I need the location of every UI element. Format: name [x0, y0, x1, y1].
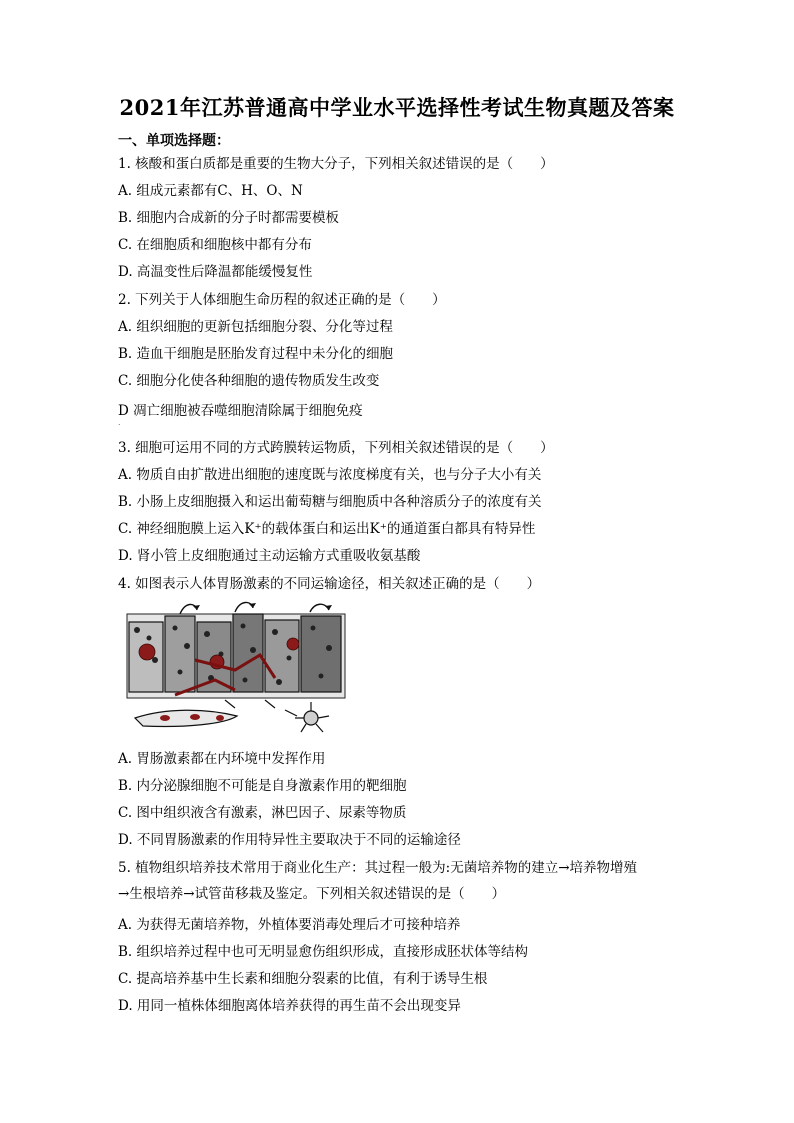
page-title: 2021年江苏普通高中学业水平选择性考试生物真题及答案: [119, 95, 675, 120]
gastrointestinal-hormone-figure: [125, 600, 347, 738]
question-2-stem: 2. 下列关于人体细胞生命历程的叙述正确的是（ ）: [118, 292, 446, 308]
question-2-option-d: D 凋亡细胞被吞噬细胞清除属于细胞免疫: [118, 403, 363, 419]
question-1-option-a: A. 组成元素都有C、H、O、N: [118, 183, 303, 199]
question-4-option-c: C. 图中组织液含有激素，淋巴因子、尿素等物质: [118, 805, 407, 821]
question-5-stem: 5. 植物组织培养技术常用于商业化生产：其过程一般为:无菌培养物的建立→培养物增殖: [118, 860, 638, 876]
question-1-option-b: B. 细胞内合成新的分子时都需要模板: [118, 210, 340, 226]
question-5-option-c: C. 提高培养基中生长素和细胞分裂素的比值，有利于诱导生根: [118, 971, 488, 987]
question-4-option-d: D. 不同胃肠激素的作用特异性主要取决于不同的运输途径: [118, 832, 461, 848]
question-4-option-b: B. 内分泌腺细胞不可能是自身激素作用的靶细胞: [118, 778, 407, 794]
section-heading: 一、单项选择题：: [118, 133, 230, 149]
question-3-option-b: B. 小肠上皮细胞摄入和运出葡萄糖与细胞质中各种溶质分子的浓度有关: [118, 494, 542, 510]
stray-mark: .: [118, 418, 121, 427]
question-4-option-a: A. 胃肠激素都在内环境中发挥作用: [118, 751, 326, 767]
question-2-option-a: A. 组织细胞的更新包括细胞分裂、分化等过程: [118, 319, 393, 335]
question-5-option-b: B. 组织培养过程中也可无明显愈伤组织形成，直接形成胚状体等结构: [118, 944, 529, 960]
question-2-option-c: C. 细胞分化使各种细胞的遗传物质发生改变: [118, 373, 380, 389]
question-1-option-c: C. 在细胞质和细胞核中都有分布: [118, 237, 312, 253]
question-2-option-b: B. 造血干细胞是胚胎发育过程中未分化的细胞: [118, 346, 394, 362]
question-5-option-d: D. 用同一植株体细胞离体培养获得的再生苗不会出现变异: [118, 998, 461, 1014]
question-5-option-a: A. 为获得无菌培养物，外植体要消毒处理后才可接种培养: [118, 917, 461, 933]
question-4-stem: 4. 如图表示人体胃肠激素的不同运输途径，相关叙述正确的是（ ）: [118, 576, 541, 592]
question-3-option-c: C. 神经细胞膜上运入K⁺的载体蛋白和运出K⁺的通道蛋白都具有特异性: [118, 521, 536, 537]
question-3-option-d: D. 肾小管上皮细胞通过主动运输方式重吸收氨基酸: [118, 548, 421, 564]
question-3-option-a: A. 物质自由扩散进出细胞的速度既与浓度梯度有关，也与分子大小有关: [118, 467, 542, 483]
question-5-stem-continued: →生根培养→试管苗移栽及鉴定。下列相关叙述错误的是（ ）: [118, 886, 506, 902]
question-1-stem: 1. 核酸和蛋白质都是重要的生物大分子，下列相关叙述错误的是（ ）: [118, 156, 554, 172]
question-3-stem: 3. 细胞可运用不同的方式跨膜转运物质，下列相关叙述错误的是（ ）: [118, 440, 554, 456]
question-1-option-d: D. 高温变性后降温都能缓慢复性: [118, 264, 313, 280]
